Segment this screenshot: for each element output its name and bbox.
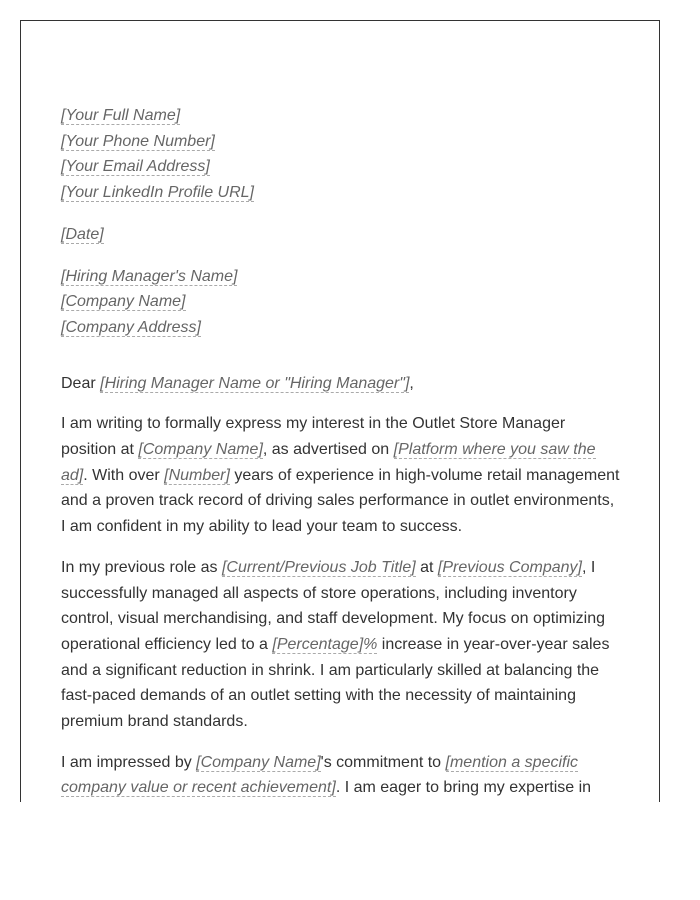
salutation-prefix: Dear: [61, 374, 101, 392]
sender-block: [61, 103, 623, 206]
sender-linkedin: [Your LinkedIn Profile URL]: [61, 184, 254, 202]
date-block: [61, 222, 623, 248]
paragraph-1: [61, 411, 623, 540]
sender-full-name: [Your Full Name]: [61, 107, 181, 124]
p3-text-3: . I am eager to bring my expertise in: [335, 779, 592, 797]
paragraph-3: [61, 750, 623, 801]
p3-placeholder-company-value: [mention a specific company value or recent achievement]: [61, 753, 579, 797]
letter-date: [Date]: [61, 225, 104, 243]
p1-placeholder-company: [Company Name]: [138, 441, 263, 459]
sender-email: [Your Email Address]: [61, 158, 210, 176]
p3-placeholder-company: [Company Name]: [196, 753, 321, 771]
p2-placeholder-job-title: [Current/Previous Job Title]: [221, 558, 416, 576]
p1-text-1: I am writing to formally express my interest in the Outlet Store Manager position at: [61, 415, 566, 459]
p2-text-2: at: [415, 558, 438, 576]
recipient-company-name: [Company Name]: [61, 293, 186, 311]
salutation-suffix: ,: [409, 374, 414, 392]
p2-placeholder-previous-company: [Previous Company]: [437, 558, 582, 576]
p2-placeholder-percentage: [Percentage]%: [272, 635, 378, 653]
p2-text-3: , I successfully managed all aspects of store operations, including inventory control, visual merchandising, and staff development. My focus on optimizing operational efficiency led to a: [61, 558, 605, 653]
paragraph-2: [61, 555, 623, 735]
recipient-company-address: [Company Address]: [61, 318, 201, 336]
p1-text-2: , as advertised on: [262, 441, 394, 459]
p3-text-1: I am impressed by: [61, 753, 197, 771]
p1-placeholder-number: [Number]: [164, 466, 230, 484]
recipient-block: [61, 264, 623, 341]
letter-content: [61, 103, 623, 801]
recipient-manager-name: [Hiring Manager's Name]: [61, 267, 238, 285]
letter-page: [20, 20, 660, 802]
p3-text-2: 's commitment to: [320, 753, 446, 771]
salutation: [61, 371, 623, 397]
p2-text-4: increase in year-over-year sales and a significant reduction in shrink. I am particularly skilled at balancing the fast-paced demands of an outlet setting with the necessity of maintaining premium brand standards.: [61, 635, 610, 731]
p2-text-1: In my previous role as: [61, 558, 222, 576]
sender-phone: [Your Phone Number]: [61, 132, 215, 150]
p1-text-3: . With over: [83, 466, 165, 484]
p1-text-4: years of experience in high-volume retail management and a proven track record of driving sales performance in outlet environments, I am confident in my ability to lead your team to success.: [61, 466, 620, 536]
salutation-name: [Hiring Manager Name or "Hiring Manager"]: [100, 374, 410, 392]
p1-placeholder-platform: [Platform where you saw the ad]: [61, 441, 596, 484]
